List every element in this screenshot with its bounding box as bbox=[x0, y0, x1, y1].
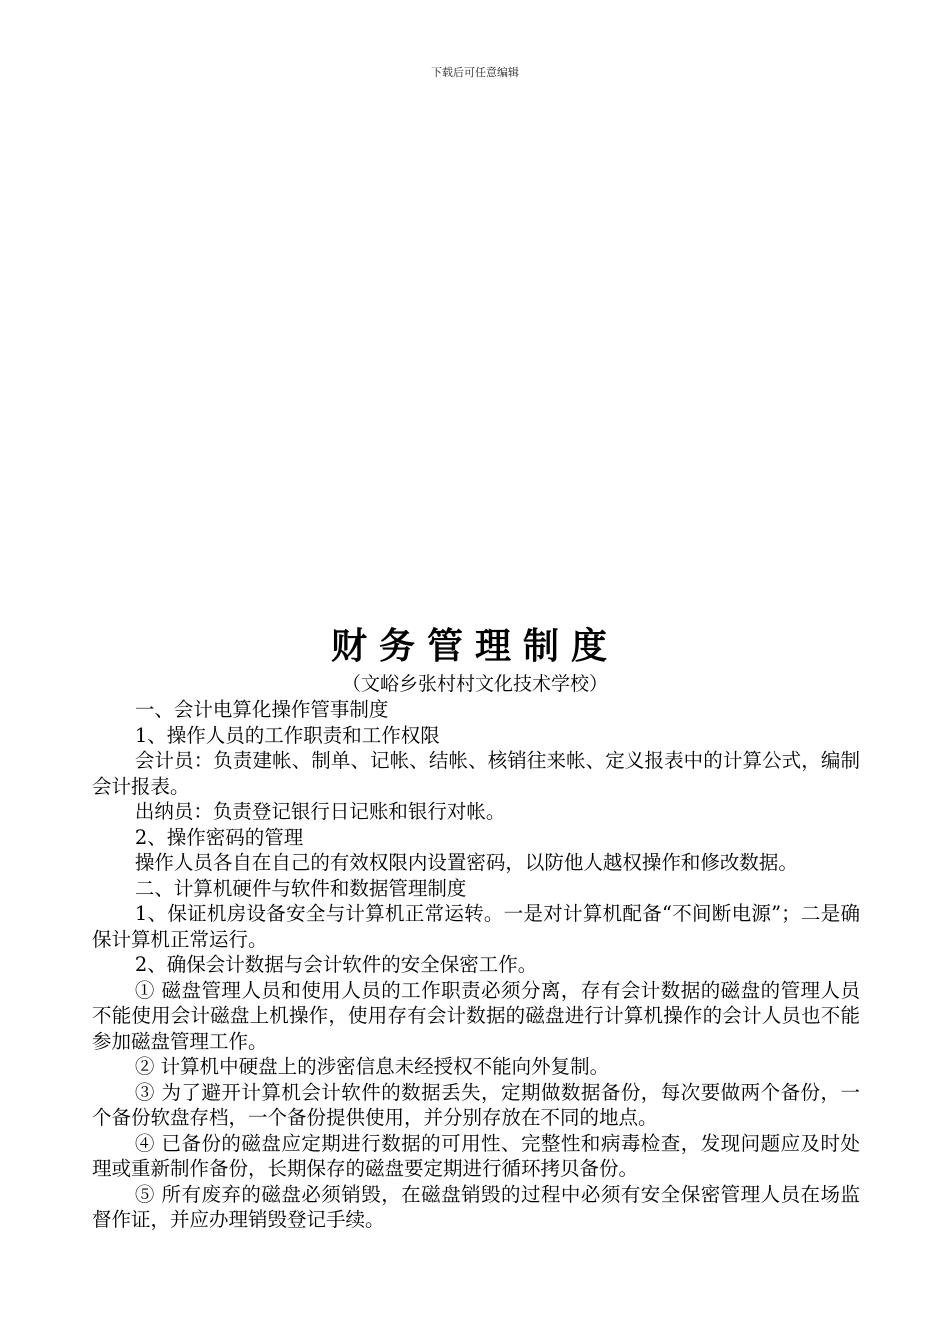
subheading-password-management: 2、操作密码的管理 bbox=[134, 825, 304, 849]
document-body bbox=[92, 697, 860, 1233]
header-note: 下载后可任意编辑 bbox=[431, 66, 519, 79]
list-item-3-backup: ③ 为了避开计算机会计软件的数据丢失，定期做数据备份，每次要做两个备份，一个备份软盘存档，一个备份提供使用，并分别存放在不同的地点。 bbox=[92, 1080, 860, 1129]
document-title: 财务管理制度 bbox=[330, 626, 619, 667]
section-heading-accounting-computerization: 一、会计电算化操作管事制度 bbox=[134, 698, 389, 721]
paragraph-cashier-duties: 出纳员：负责登记银行日记账和银行对帐。 bbox=[134, 800, 506, 823]
paragraph-password-rules: 操作人员各自在自己的有效权限内设置密码，以防他人越权操作和修改数据。 bbox=[134, 851, 798, 874]
list-item-1-duty-separation: ① 磁盘管理人员和使用人员的工作职责必须分离，存有会计数据的磁盘的管理人员不能使用会计磁盘上机操作，使用存有会计数据的磁盘进行计算机操作的会计人员也不能参加磁盘管理工作。 bbox=[92, 978, 860, 1053]
section-heading-hardware-software: 二、计算机硬件与软件和数据管理制度 bbox=[134, 876, 467, 900]
subheading-operator-duties: 1、操作人员的工作职责和工作权限 bbox=[134, 723, 440, 747]
paragraph-data-security: 2、确保会计数据与会计软件的安全保密工作。 bbox=[134, 953, 538, 976]
paragraph-equipment-safety: 1、保证机房设备安全与计算机正常运转。一是对计算机配备“不间断电源”；二是确保计算机正常运行。 bbox=[92, 902, 860, 951]
document-subtitle: （文峪乡张村村文化技术学校） bbox=[341, 673, 608, 695]
list-item-5-disk-destruction: ⑤ 所有废弃的磁盘必须销毁，在磁盘销毁的过程中必须有安全保密管理人员在场监督作证，并应办理销毁登记手续。 bbox=[92, 1182, 860, 1231]
list-item-4-backup-check: ④ 已备份的磁盘应定期进行数据的可用性、完整性和病毒检查，发现问题应及时处理或重新制作备份，长期保存的磁盘要定期进行循环拷贝备份。 bbox=[92, 1131, 860, 1180]
list-item-2-no-copy: ② 计算机中硬盘上的涉密信息未经授权不能向外复制。 bbox=[134, 1055, 610, 1078]
paragraph-accountant-duties: 会计员：负责建帐、制单、记帐、结帐、核销往来帐、定义报表中的计算公式，编制会计报表。 bbox=[92, 749, 860, 798]
